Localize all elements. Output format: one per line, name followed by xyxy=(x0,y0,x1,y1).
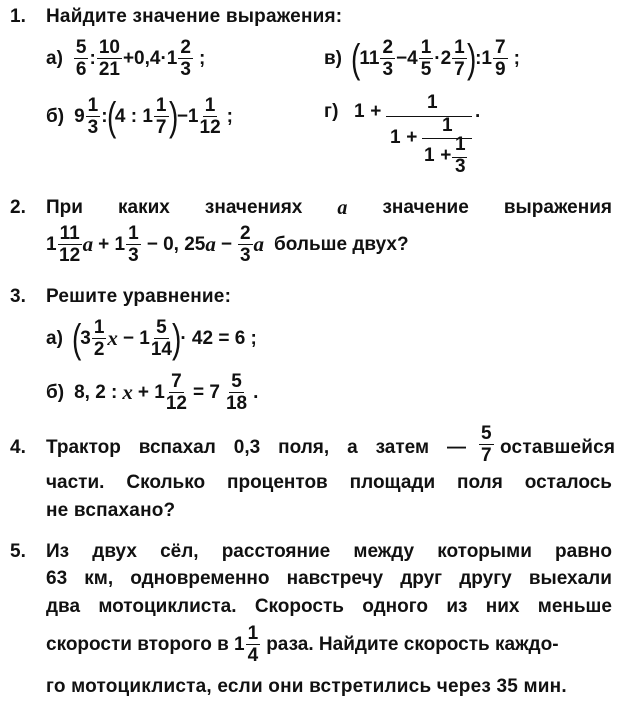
problem-2-line: При каких значениях a значение выражения xyxy=(46,197,612,219)
problem-number: 1. xyxy=(10,6,26,27)
fraction: 10 21 xyxy=(98,37,120,80)
problem-3-title: Решите уравнение: xyxy=(46,286,232,307)
item-label: б) xyxy=(46,381,65,403)
problem-5-line: 63 км, одновременно навстречу друг другу выехали xyxy=(46,568,612,589)
problem-3a: а) ( 3 1 2 x − 1 5 14 ) · 42 = 6 ; xyxy=(46,316,257,361)
problem-4-line: не вспахано? xyxy=(46,500,176,521)
problem-number: 4. xyxy=(10,437,26,458)
item-label: б) xyxy=(46,105,65,127)
item-label: а) xyxy=(46,327,63,349)
fraction: 2 3 xyxy=(180,37,191,80)
problem-5-line: скорости второго в 1 1 4 раза. Найдите скорость каждо- xyxy=(46,623,559,666)
problem-3b: б) 8, 2 : x + 1 7 12 = 7 5 18 . xyxy=(46,371,259,414)
item-label: г) xyxy=(324,101,339,122)
problem-1v: в) ( 11 2 3 −4 1 5 ·2 1 7 ) :1 7 9 ; xyxy=(324,36,520,81)
problem-4-line: Трактор вспахал 0,3 поля, а затем — xyxy=(46,437,466,458)
problem-number: 5. xyxy=(10,541,26,562)
problem-2-expression: 1 11 12 a + 1 1 3 − 0, 25 a − 2 3 a больше двух? xyxy=(46,223,409,266)
item-label: в) xyxy=(324,47,343,69)
problem-number: 2. xyxy=(10,197,26,218)
problem-5-line: го мотоциклиста, если они встретились через 35 мин. xyxy=(46,676,567,697)
problem-1a: а) 5 6 : 10 21 +0,4·1 2 3 ; xyxy=(46,37,206,80)
problem-4-line: оставшейся xyxy=(500,437,616,458)
problem-5-line: Из двух сёл, расстояние между которыми равно xyxy=(46,541,612,562)
fraction: 5 7 xyxy=(481,423,492,466)
problem-1b: б) 9 1 3 : ( 4 : 1 1 7 ) −1 1 12 ; xyxy=(46,94,233,139)
problem-4-line: части. Сколько процентов площади поля осталось xyxy=(46,472,612,493)
problem-number: 3. xyxy=(10,286,26,307)
problem-1-title: Найдите значение выражения: xyxy=(46,6,343,27)
fraction: 5 6 xyxy=(75,37,87,80)
problem-5-line: два мотоциклиста. Скорость одного из них меньше xyxy=(46,596,612,617)
item-label: а) xyxy=(46,47,63,69)
